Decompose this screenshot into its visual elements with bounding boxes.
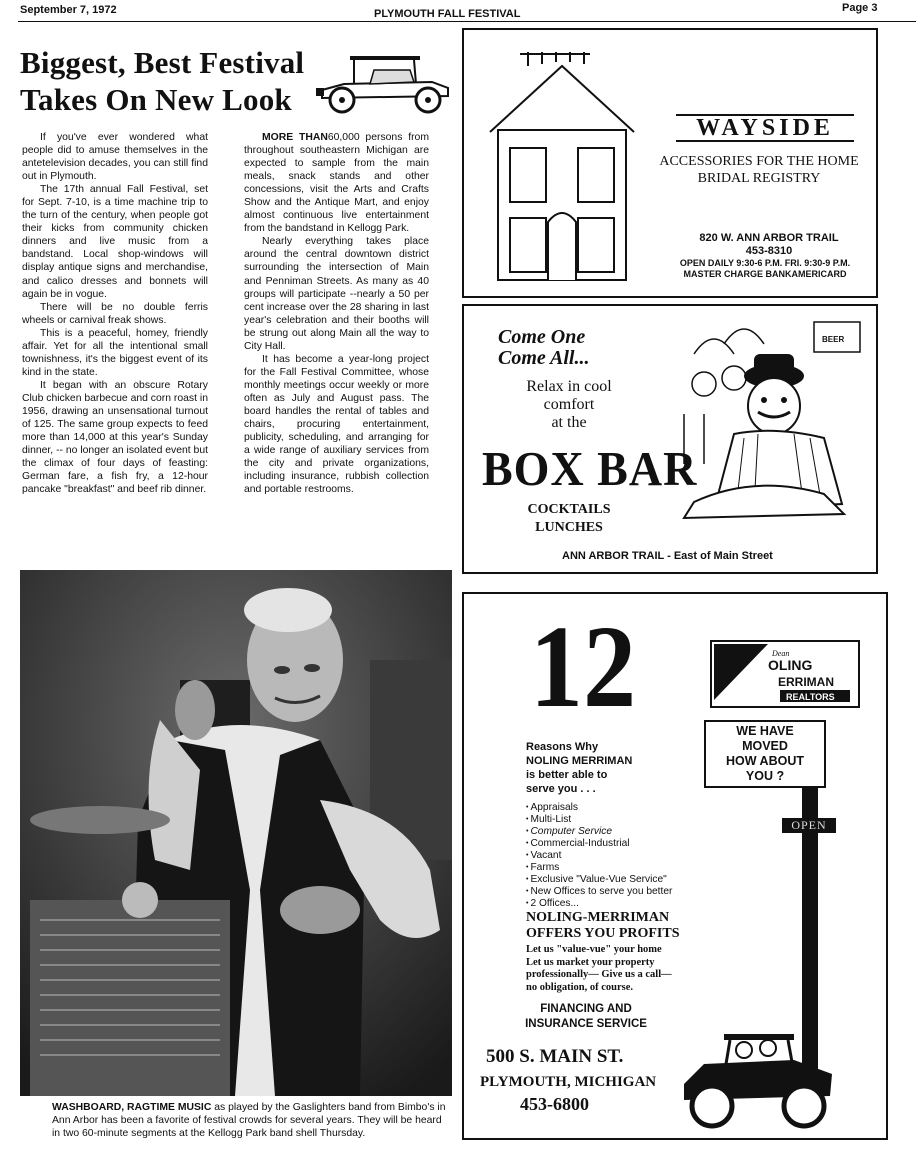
issue-date: September 7, 1972 xyxy=(20,4,117,16)
profits-heading: NOLING-MERRIMAN OFFERS YOU PROFITS xyxy=(526,910,680,941)
box-bar-location: ANN ARBOR TRAIL - East of Main Street xyxy=(562,550,773,562)
washboard-player-photo xyxy=(20,570,452,1096)
sign-brand-2: ERRIMAN xyxy=(778,675,834,689)
sign-realtors: REALTORS xyxy=(786,692,835,702)
headline-line-1: Biggest, Best Festival xyxy=(20,45,305,80)
wayside-address: 820 W. ANN ARBOR TRAIL xyxy=(699,232,839,244)
box-bar-tagline-2: Come All... xyxy=(498,347,590,369)
reason-item: • Commercial-Industrial xyxy=(526,838,726,850)
caption-text: as played by the Gaslighters band from Bimbo's in Ann Arbor has been a favorite of festival crowds for several years. They will be heard in two 60-minute segments at the Kellogg Park band shell Thursday. xyxy=(52,1102,446,1139)
bartender-illustration xyxy=(674,314,870,520)
bar-sign-text: BEER xyxy=(822,335,845,344)
reasons-list xyxy=(526,802,726,910)
realty-sign xyxy=(710,640,860,708)
wayside-cards: MASTER CHARGE BANKAMERICARD xyxy=(683,269,847,279)
wayside-line-1: ACCESSORIES FOR THE HOME xyxy=(659,154,859,169)
caption-lead: WASHBOARD, RAGTIME MUSIC xyxy=(52,1102,212,1113)
box-bar-item-1: COCKTAILS xyxy=(527,502,611,517)
moved-sign: WE HAVE MOVED HOW ABOUT YOU ? xyxy=(704,720,826,788)
article-paragraph: The 17th annual Fall Festival, set for Sept. 7-10, is a time machine trip to the turn of the century, when people got their kicks from community chicken dinners and live music from a bandstand. Local shop-windows will display antique signs and merchandise, and calico dresses and bonnets will again be in vogue. xyxy=(22,184,208,300)
article-paragraph: There will be no double ferris wheels or carnival freak shows. xyxy=(22,301,208,326)
headline xyxy=(20,44,330,118)
open-sign: OPEN xyxy=(782,818,836,833)
wayside-phone: 453-8310 xyxy=(745,245,793,257)
dollhouse-illustration xyxy=(480,52,644,282)
article-paragraph: MORE THAN60,000 persons from throughout southeastern Michigan are expected to sample from the main meals, snack stands and other concessions, visit the Arts and Crafts Show and the Antique Mart, and enjoy almost continuous live entertainment from the bandstand in Kellogg Park. xyxy=(244,132,429,235)
noling-city: PLYMOUTH, MICHIGAN xyxy=(480,1074,657,1090)
lead-in: MORE THAN xyxy=(262,132,328,143)
box-bar-relax-3: at the xyxy=(551,414,587,431)
noling-phone: 453-6800 xyxy=(520,1094,589,1114)
pitch-text: Let us "value-vue" your home Let us market your property professionally— Give us a call— no obligation, of course. xyxy=(526,944,672,993)
article-paragraph: This is a peaceful, homey, friendly affair. Yet for all the intentional small townishness, it's the biggest event of its kind in the state. xyxy=(22,327,208,378)
wayside-line-2: BRIDAL REGISTRY xyxy=(697,171,821,186)
article-paragraph: If you've ever wondered what people did to amuse themselves in the antetelevision decades, you can still find out in Plymouth. xyxy=(22,132,208,183)
band-photo xyxy=(20,570,452,1096)
sign-small-text: Dean xyxy=(772,649,790,658)
box-bar-item-2: LUNCHES xyxy=(535,520,603,535)
section-title: PLYMOUTH FALL FESTIVAL xyxy=(374,8,521,20)
reason-item: • Vacant xyxy=(526,850,726,862)
reason-item: • Exclusive "Value-Vue Service" xyxy=(526,874,726,886)
box-bar-ad xyxy=(462,304,878,574)
big-number-12: 12 xyxy=(529,601,637,732)
reason-item: • Multi-List xyxy=(526,814,726,826)
reason-item: • Farms xyxy=(526,862,726,874)
header-rule xyxy=(18,21,916,22)
noling-address: 500 S. MAIN ST. xyxy=(486,1046,624,1067)
reason-item: • New Offices to serve you better xyxy=(526,886,726,898)
article-column-1 xyxy=(22,131,208,496)
box-bar-tagline-1: Come One xyxy=(498,326,586,348)
noling-merriman-ad xyxy=(462,592,888,1140)
reason-item: • Computer Service xyxy=(526,826,726,838)
wayside-logo: WAYSIDE xyxy=(676,114,854,142)
sign-brand-1: OLING xyxy=(768,657,813,673)
wayside-ad xyxy=(462,28,878,298)
reasons-heading: Reasons Why NOLING MERRIMAN is better able to serve you . . . xyxy=(526,741,633,795)
article-paragraph: It has become a year-long project for the Fall Festival Committee, whose monthly meetings occur weekly or more often as July and August pass. The board handles the rental of tables and chairs, procuring entertainment, publicity, scheduling, and arranging for a wide range of auxiliary services from the city and private organizations, including insurance, rubbish collection and portable restrooms. xyxy=(244,353,429,496)
box-bar-relax-1: Relax in cool xyxy=(526,378,612,395)
box-bar-name: BOX BAR xyxy=(482,441,698,496)
article-paragraph: It began with an obscure Rotary Club chicken barbecue and corn roast in 1956, drawing an unsensational turnout of 125. The same group expects to feed more than 14,000 at this year's Sunday dinner, -- no longer an isolated event but the climax of four days of feasting: German fare, a fish fry, a 12-hour pancake "breakfast" and beef rib dinner. xyxy=(22,379,209,496)
wayside-hours: OPEN DAILY 9:30-6 P.M. FRI. 9:30-9 P.M. xyxy=(679,258,851,268)
model-t-car-illustration xyxy=(664,1014,844,1134)
page-number: Page 3 xyxy=(842,2,878,14)
headline-line-2: Takes On New Look xyxy=(20,82,292,117)
financing-text: FINANCING AND INSURANCE SERVICE xyxy=(525,1003,647,1030)
box-bar-relax-2: comfort xyxy=(543,396,595,413)
reason-item: • 2 Offices... xyxy=(526,898,726,910)
article-column-2 xyxy=(244,131,429,496)
reason-item: • Appraisals xyxy=(526,802,726,814)
antique-car-illustration xyxy=(314,50,456,114)
article-paragraph: Nearly everything takes place around the central downtown district surrounding the intersection of Main and Penniman Streets. As many as 40 groups will participate --nearly a 50 per cent increase over the 28 sharing in last year's celebration and their booths will be strung out along Main all the way to City Hall. xyxy=(244,236,429,352)
photo-caption xyxy=(52,1101,450,1140)
